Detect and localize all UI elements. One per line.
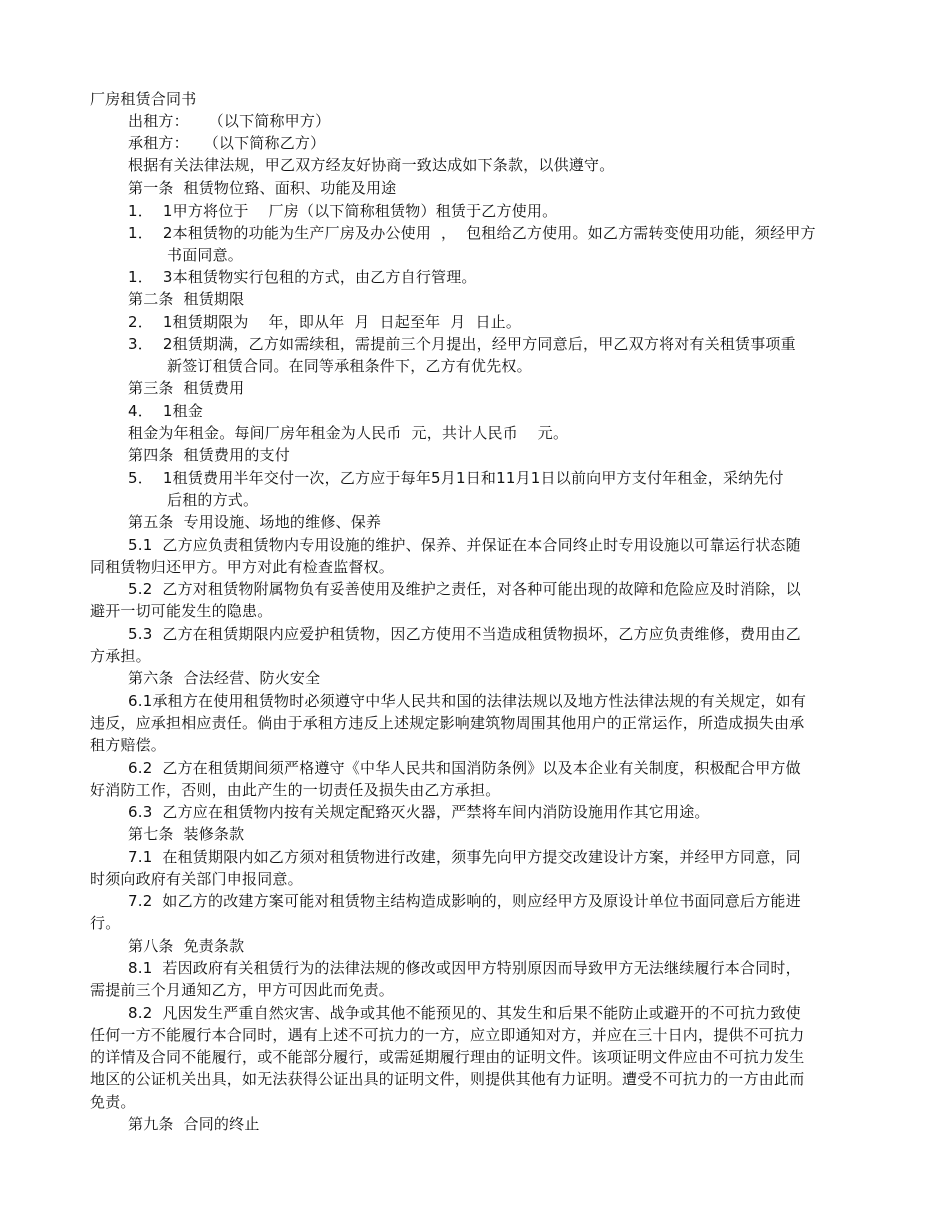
- clause-continuation: 书面同意。: [167, 246, 244, 264]
- clause-line: 8.1 若因政府有关租赁行为的法律法规的修改或因甲方特别原因而导致甲方无法继续履行本合同时，: [128, 959, 801, 977]
- article-4-heading: 第四条 租赁费用的支付: [128, 446, 290, 464]
- clause-continuation: 行。: [90, 914, 121, 932]
- clause-continuation: 后租的方式。: [167, 491, 259, 509]
- clause-line: 5.3 乙方在租赁期限内应爱护租赁物，因乙方使用不当造成租赁物损坏，乙方应负责维修，费用由乙: [128, 625, 801, 643]
- clause-continuation: 避开一切可能发生的隐患。: [90, 602, 273, 620]
- clause-line: 1． 1甲方将位于 厂房（以下简称租赁物）租赁于乙方使用。: [128, 202, 558, 220]
- clause-line: 1． 2本租赁物的功能为生产厂房及办公使用 ， 包租给乙方使用。如乙方需转变使用功能，须经甲方: [128, 224, 816, 242]
- article-6-heading: 第六条 合法经营、防火安全: [128, 669, 321, 687]
- clause-continuation: 好消防工作，否则，由此产生的一切责任及损失由乙方承担。: [90, 781, 501, 799]
- article-7-heading: 第七条 装修条款: [128, 825, 245, 843]
- document-title: 厂房租赁合同书: [90, 90, 197, 108]
- clause-line: 2． 1租赁期限为 年，即从年 月 日起至年 月 日止。: [128, 313, 522, 331]
- lessee-line: 承租方： （以下简称乙方）: [128, 134, 326, 152]
- article-8-heading: 第八条 免责条款: [128, 937, 245, 955]
- clause-continuation: 任何一方不能履行本合同时，遇有上述不可抗力的一方，应立即通知对方，并应在三十日内，提供不可抗力: [90, 1026, 805, 1044]
- article-1-heading: 第一条 租赁物位臵、面积、功能及用途: [128, 179, 397, 197]
- clause-line: 3． 2租赁期满，乙方如需续租，需提前三个月提出，经甲方同意后，甲乙双方将对有关租赁事项重: [128, 335, 796, 353]
- clause-line: 7.2 如乙方的改建方案可能对租赁物主结构造成影响的，则应经甲方及原设计单位书面同意后方能进: [128, 892, 801, 910]
- clause-line: 7.1 在租赁期限内如乙方须对租赁物进行改建，须事先向甲方提交改建设计方案，并经甲方同意，同: [128, 848, 801, 866]
- clause-line: 5． 1租赁费用半年交付一次，乙方应于每年5月1日和11月1日以前向甲方支付年租金，采纳先付: [128, 469, 784, 487]
- clause-continuation: 租方赔偿。: [90, 736, 167, 754]
- clause-line: 6.3 乙方应在租赁物内按有关规定配臵灭火器，严禁将车间内消防设施用作其它用途。: [128, 803, 710, 821]
- clause-line: 5.2 乙方对租赁物附属物负有妥善使用及维护之责任，对各种可能出现的故障和危险应及时消除，以: [128, 580, 801, 598]
- article-3-heading: 第三条 租赁费用: [128, 379, 245, 397]
- article-5-heading: 第五条 专用设施、场地的维修、保养: [128, 513, 382, 531]
- clause-continuation: 的详情及合同不能履行，或不能部分履行，或需延期履行理由的证明文件。该项证明文件应由不可抗力发生: [90, 1048, 805, 1066]
- article-9-heading: 第九条 合同的终止: [128, 1115, 260, 1133]
- clause-line: 5.1 乙方应负责租赁物内专用设施的维护、保养、并保证在本合同终止时专用设施以可靠运行状态随: [128, 536, 801, 554]
- clause-continuation: 时须向政府有关部门申报同意。: [90, 870, 303, 888]
- clause-continuation: 同租赁物归还甲方。甲方对此有检查监督权。: [90, 558, 395, 576]
- clause-continuation: 新签订租赁合同。在同等承租条件下，乙方有优先权。: [167, 357, 532, 375]
- clause-line: 6.1承租方在使用租赁物时必须遵守中华人民共和国的法律法规以及地方性法律法规的有关规定，如有: [128, 692, 807, 710]
- article-2-heading: 第二条 租赁期限: [128, 290, 245, 308]
- clause-line: 4． 1租金: [128, 402, 204, 420]
- clause-continuation: 违反，应承担相应责任。倘由于承租方违反上述规定影响建筑物周围其他用户的正常运作，所造成损失由承: [90, 714, 805, 732]
- clause-continuation: 需提前三个月通知乙方，甲方可因此而免责。: [90, 981, 395, 999]
- preamble-line: 根据有关法律法规，甲乙双方经友好协商一致达成如下条款，以供遵守。: [128, 156, 615, 174]
- clause-line: 租金为年租金。每间厂房年租金为人民币 元，共计人民币 元。: [128, 424, 569, 442]
- clause-continuation: 免责。: [90, 1093, 136, 1111]
- clause-line: 6.2 乙方在租赁期间须严格遵守《中华人民共和国消防条例》以及本企业有关制度，积极配合甲方做: [128, 759, 801, 777]
- clause-line: 1． 3本租赁物实行包租的方式，由乙方自行管理。: [128, 268, 477, 286]
- clause-continuation: 地区的公证机关出具，如无法获得公证出具的证明文件，则提供其他有力证明。遭受不可抗力的一方由此而: [90, 1070, 805, 1088]
- clause-continuation: 方承担。: [90, 647, 151, 665]
- clause-line: 8.2 凡因发生严重自然灾害、战争或其他不能预见的、其发生和后果不能防止或避开的不可抗力致使: [128, 1004, 801, 1022]
- lessor-line: 出租方： （以下简称甲方）: [128, 112, 331, 130]
